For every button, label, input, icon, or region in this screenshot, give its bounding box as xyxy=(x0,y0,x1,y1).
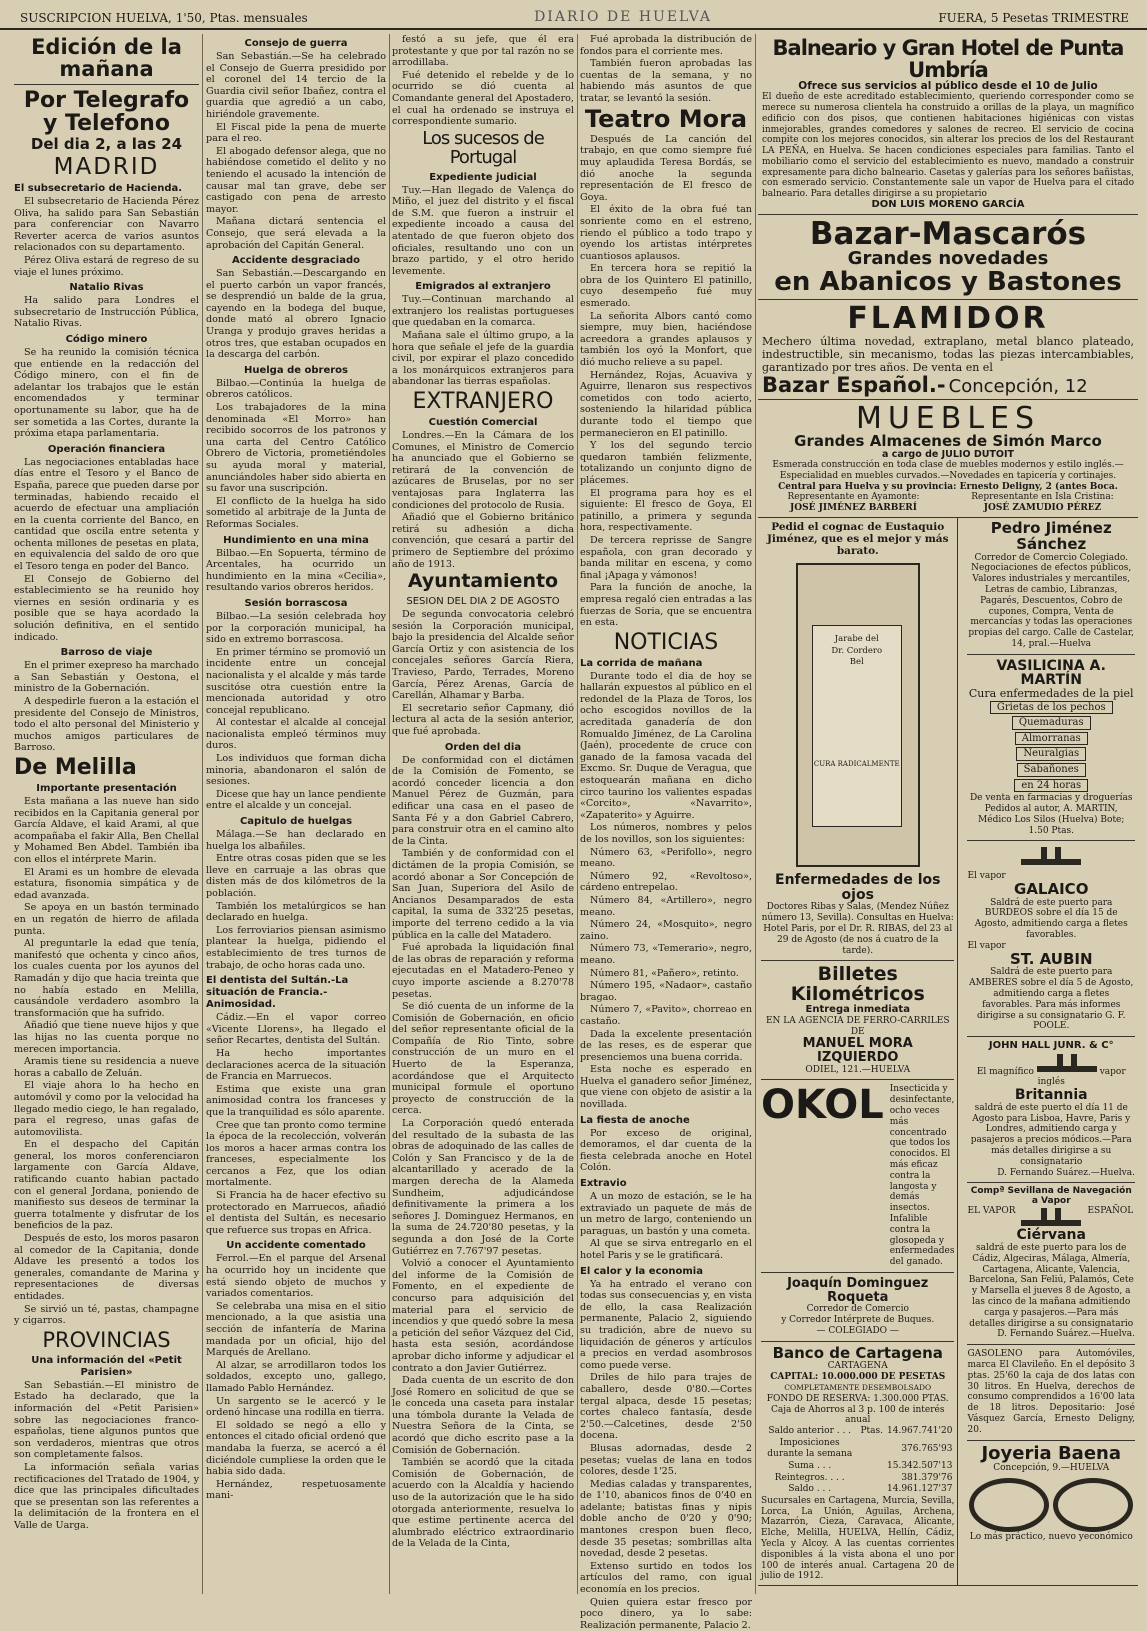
section-heading: Operación financiera xyxy=(47,443,166,455)
paragraph: Entre otras cosas piden que se les lleve en carruaje a las obras que disten más de dos kilómetros de la población. xyxy=(206,853,386,899)
paragraph: Número 195, «Nadaor», castaño bragao. xyxy=(580,980,752,1003)
paragraph: Londres.—En la Cámara de los Comunes, el Ministro de Comercio ha anunciado que el Gobierno se retirará de la convención de azúcares de Bruselas, por no ser ventajosas para Inglaterra las condiciones del protocolo de Rusia. xyxy=(392,430,574,511)
ad-banco-capital: CAPITAL: 10.000.000 DE PESETAS xyxy=(770,1372,946,1383)
ad-roqueta-line: — COLEGIADO — xyxy=(816,1325,899,1336)
ad-line: en Abanicos y Bastones xyxy=(774,267,1122,298)
ad-ojos-title: Enfermedades de los ojos xyxy=(775,872,941,903)
ad-aubin-pre: El vapor xyxy=(967,940,1006,951)
section-heading: Una información del «Petit Parisien» xyxy=(31,1354,182,1378)
paragraph: Número 73, «Temerario», negro, meano. xyxy=(580,943,752,966)
column-4 xyxy=(580,34,752,1631)
section-heading: Consejo de guerra xyxy=(244,38,348,49)
ad-sevillana-sig: D. Fernando Suárez.—Huelva. xyxy=(997,1329,1135,1340)
section-heading: Orden del dia xyxy=(444,741,522,753)
ship-icon xyxy=(1021,1206,1081,1228)
extranjero-heading: EXTRANJERO xyxy=(412,389,554,415)
bottle-label-line: Dr. Cordero xyxy=(831,645,883,656)
paragraph: Se apoya en un bastón terminado en un regatón de hierro de afilada punta. xyxy=(14,902,199,937)
ad-bazar-mascaros xyxy=(758,215,1138,301)
ad-ojos-body: Doctores Ribas y Salas, (Mendez Núñez número 13, Sevilla). Consultas en Huelva: Hotel Paris, por el Dr. R. RIBAS, del 23 al 29 de Agosto (de nos á cuatro de la tarde). xyxy=(761,902,954,956)
paragraph: San Sebastián.—Se ha celebrado el Consejo de Guerra presidido por el coronel del 14 tercio de la Guardia civil señor Ibañez, contra el guardia que agredió a un cabo, hiriéndole gravemente. xyxy=(206,51,386,120)
section-heading: La corrida de mañana xyxy=(580,657,703,669)
ad-rep-label: Representante en Isla Cristina: xyxy=(971,492,1114,503)
bank-table-cell: Saldo anterior . . . xyxy=(768,1426,852,1437)
section-heading: Un accidente comentado xyxy=(226,1240,366,1252)
ad-central: Central para Huelva y su provincia: Ernesto Deligny, 2 (antes Boca. xyxy=(778,481,1118,492)
paragraph: Fué detenido el rebelde y de lo ocurrido se dió cuenta al Comandante general del Apostadero, el cual ha ordenado se instruya el correspondiente sumario. xyxy=(392,69,574,128)
spectacles-illustration xyxy=(967,1478,1135,1532)
ad-vasilicina-sub: Cura enfermedades de la piel xyxy=(968,687,1134,701)
bottle-label-line: CURA RADICALMENTE xyxy=(813,759,900,768)
section-heading: Huelga de obreros xyxy=(243,364,348,376)
madrid-heading: MADRID xyxy=(53,154,160,181)
ad-joyeria-addr: Concepción, 9.—HUELVA xyxy=(993,1463,1110,1474)
paragraph: Número 81, «Pañero», retinto. xyxy=(590,967,739,979)
ad-vasilicina-item: Quemaduras xyxy=(1012,716,1091,730)
paragraph: Blusas adornadas, desde 2 pesetas; vuelas de lana en todos colores, desde 1'25. xyxy=(580,1442,752,1478)
bank-table-cell: Saldo . . . xyxy=(788,1484,832,1495)
paragraph: Se sirvió un té, pastas, champagne y cigarros. xyxy=(14,1303,199,1327)
paragraph: Se dió cuenta de un informe de la Comisión de Gobernación, en oficio del señor representante oficial de la Compañía de Rio Tinto, sobre construcción de un muro en el Huerto de la Esperanza, acordándose que el Arquitecto municipal formule el oportuno proyecto de construcción de la cerca. xyxy=(392,1001,574,1117)
paragraph: Número 63, «Perifollo», negro meano. xyxy=(580,846,752,870)
ad-okol-title: OKOL xyxy=(761,1082,884,1129)
ad-galaico-pre: El vapor xyxy=(967,871,1006,882)
paragraph: También y de conformidad con el dictámen de la propia Comisión, se acordó abonar a Sor Concepción de San Juan, Superiora del Asilo de Ancianos Desamparados de esta capital, la suma de 332'25 pesetas, importe del terreno cedido a la via pública en la calle del Matadero. xyxy=(392,848,574,941)
ad-vasilicina-list xyxy=(967,700,1135,794)
ad-cognac: Pedid el cognac de Eustaquio Jiménez, que es el mejor y más barato. xyxy=(766,521,949,558)
paragraph: El viaje ahora lo ha hecho en automóvil y como por la velocidad ha llegado medio ciego, le han regalado, para el regreso, unas gafas de automovilista. xyxy=(14,1080,199,1138)
ad-vasilicina-item: Almorranas xyxy=(1015,732,1088,746)
paragraph: De tercera reprisse de Sangre española, con gran decorado y banda militar en escena, y como final ¡Apaga y vámonos! xyxy=(580,534,752,581)
paragraph: Número 24, «Mosquito», negro zaino. xyxy=(580,919,752,942)
paragraph: La Corporación quedó enterada del resultado de la subasta de las obras de adoquinado de las calles de Colón y San Francisco y de la de alcantarillado y acerado de la margen derecha de la Alameda Sundheim, adjudicándose definitivamente la primera a los señores J. Dominguez Hermanos, en la suma de 24.720'80 pesetas, y la segunda a don José de la Corte Gutiérrez en 7.767'97 pesetas. xyxy=(392,1118,574,1257)
ad-vasilicina-item: Grietas de los pechos xyxy=(990,701,1113,715)
paragraph: Número 84, «Artillero», negro meano. xyxy=(580,894,752,918)
ad-vasilicina-body: De venta en farmacias y droguerías Pedidos al autor, A. MARTIN, Médico Los Silos (Huelva) Bote; 1.50 Ptas. xyxy=(969,793,1133,836)
paragraph: Pérez Oliva estará de regreso de su viaje el lunes próximo. xyxy=(14,255,199,278)
ad-rep-name: JOSÉ JIMÉNEZ BARBERÍ xyxy=(790,503,917,514)
paragraph: Los números, nombres y pelos de los novillos, son los siguientes: xyxy=(580,822,752,845)
paragraph: Fué aprobada la distribución de fondos para el corriente mes. xyxy=(580,34,752,57)
bank-table-cell xyxy=(858,1484,885,1496)
telegraph-heading: Por Telegrafo y Telefono xyxy=(23,88,190,137)
paragraph: Número 7, «Pavito», chorreao en castaño. xyxy=(580,1004,752,1027)
section-heading: Hundimiento en una mina xyxy=(223,534,369,546)
paragraph: Para la función de anoche, la empresa regaló cien entradas a las fuerzas de Soria, que se encuentra en esta. xyxy=(580,582,752,629)
teatro-heading: Teatro Mora xyxy=(584,104,748,133)
ad-sevillana-body: saldrá de este puerto para los de Cádiz, Algeciras, Málaga, Almería, Cartagena, Alicante, Valencia, Barcelona, San Feliú, Palamós, Cete y Marsella el jueves 8 de Agosto, a las cinco de la mañana admitiendo carga y pasajeros.—Para más detalles dirigirse a su consignatario xyxy=(968,1243,1134,1329)
ad-banco-body: Sucursales en Cartagena, Murcia, Sevilla, Lorca, La Unión, Aguilas, Archena, Mazarrón, Cieza, Caravaca, Alicante, Elche, Melilla, HUELVA, Hellín, Cádiz, Yecla y Alcoy. A las cuentas corrientes disponibles á la vista abona el uno por 100 de interés anual. Cartagena 20 de julio de 1912. xyxy=(761,1495,955,1582)
ad-billetes-addr: ODIEL, 121.—HUELVA xyxy=(805,1064,911,1075)
section-heading: Cuestión Comercial xyxy=(428,417,538,429)
paragraph: En tercera hora se repitió la obra de los Quintero El patinillo, cuyo desempeño fué muy esmerado. xyxy=(580,263,752,310)
ad-sevillana-name: Ciérvana xyxy=(1016,1227,1086,1244)
session-date: SESION DEL DIA 2 DE AGOSTO xyxy=(406,596,560,608)
subscription-outside: FUERA, 5 Pesetas TRIMESTRE xyxy=(938,11,1129,25)
ad-rep-name: JOSÉ ZAMUDIO PÉREZ xyxy=(983,503,1102,514)
bank-table-cell xyxy=(858,1438,885,1461)
ad-banco-sub: COMPLETAMENTE DESEMBOLSADO xyxy=(784,1383,932,1393)
paragraph: Al preguntarle la edad que tenía, manifestó que ochenta y cinco años, los cuales cuenta por los ayunos del Ramadán y dijo que hacia treinta que no había estado en Melilla, causándole verdadero asombro la transformación que ha sufrido. xyxy=(14,938,199,1019)
paragraph: San Sebastián.—El ministro de Estado ha declarado, que la información del «Petit Parisien» sobre las negociaciones franco-españolas, tiene algunos puntos que son verdaderos, mientras que otros son completamente falsos. xyxy=(14,1379,199,1461)
paragraph: El secretario señor Capmany, dió lectura al acta de la sesión anterior, que fué aprobada. xyxy=(392,702,574,738)
paragraph: Bilbao.—En Sopuerta, término de Arcentales, ha ocurrido un hundimiento en la mina «Cecilia», resultando varios obreros heridos. xyxy=(206,547,386,594)
section-heading: Extravio xyxy=(580,1178,627,1190)
ad-vasilicina-item: Sabañones xyxy=(1017,763,1086,777)
ad-rep-label: Representante en Ayamonte: xyxy=(787,492,920,503)
ad-shop: Bazar Español.- xyxy=(762,372,946,397)
paragraph: Durante todo el dia de hoy se hallarán expuestos al público en el redondel de la Plaza de Toros, los ocho escogidos novillos de la acreditada ganadería de don Romualdo Jiménez, de La Carolina (Jaén), procedente de cruce con ganado de la famosa vacada del Excmo. Sr. Duque de Veragua, que estoquearán mañana en dicho circo taurino los valientes espadas «Corcito», «Navarrito», «Zapaterito» y Aguirre. xyxy=(580,670,752,821)
ad-galaico-body: Saldrá de este puerto para BURDEOS sobre el día 15 de Agosto, admitiendo carga a fletes favorables. xyxy=(974,897,1128,940)
ad-gasoleno-body: GASOLENO para Automóviles, marca El Clavileño. En el depósito 3 ptas. 25'60 la caja de dos latas con 30 litros. En Huelva, derechos de consumo comprendidos a 16'00 lata de 18 litros. Depositario: José Vásquez García, Ernesto Deligny, 20. xyxy=(967,1349,1135,1435)
ad-hall-title: JOHN HALL JUNR. & C° xyxy=(988,1040,1114,1052)
paragraph: Después de esto, los moros pasaron al comedor de la Capitania, donde Aldave les presentó a todos los generales, comandante de Marina y representaciones de diversas entidades. xyxy=(14,1233,199,1302)
paragraph: En el despacho del Capitán general, los moros conferenciaron largamente con García Aldave, ratificando cuanto habian pactado con el general Jordana, poniendo de manifiesto sus deseos de terminar la guerra totalmente y disfrutar de los beneficios de la paz. xyxy=(14,1139,199,1232)
column-divider xyxy=(389,34,390,1594)
paragraph: Mañana sale el último grupo, a la hora que señale el jefe de la guardia civil, por expirar el plazo concedido a los monárquicos extranjeros para abandonar las tierras españolas. xyxy=(392,330,574,388)
ad-banco-caja: Caja de Ahorros al 3 p. 100 de interés anual xyxy=(771,1404,945,1426)
paragraph: Se ha reunido la comisión técnica que entiende en la redacción del Código minero, con el fin de adelantar los trabajos que le están encomendados y terminar oportunamente su labor, que ha de ser sometida a las Cortes, durante la próxima etapa parlamentaria. xyxy=(14,346,199,440)
paragraph: A un mozo de estación, se le ha extraviado un paquete de más de un metro de largo, conteniendo un paraguas, un bastón y una cometa. xyxy=(580,1191,752,1237)
paragraph: El subsecretario de Hacienda Pérez Oliva, ha salido para San Sebastián para conferenciar con Navarro Reverter acerca de varios asuntos relacionados con su departamento. xyxy=(14,196,199,254)
ayuntamiento-heading: Ayuntamiento xyxy=(407,570,559,593)
ad-vasilicina-item: en 24 horas xyxy=(1014,779,1088,793)
ad-flamidor xyxy=(758,300,1138,400)
paragraph: De conformidad con el dictámen de la Comisión de Fomento, se acordó conceder licencia a don Manuel Pérez de Guzmán, para edificar una casa en el paseo de Santa Fé y a don Gabriel Cabrero, para construir otra en el camino alto de la Cinta. xyxy=(392,754,574,847)
ad-pedro-title: Pedro Jiménez Sánchez xyxy=(990,519,1112,553)
ad-sevillana-post: ESPAÑOL xyxy=(1087,1206,1134,1217)
ad-balneario xyxy=(758,34,1138,215)
section-heading: Natalio Rivas xyxy=(69,282,144,294)
bank-table-cell: 14.961.127'37 xyxy=(887,1484,953,1495)
ad-owner: DON LUIS MORENO GARCÍA xyxy=(871,199,1025,211)
paragraph: Esta mañana a las nueve han sido recibidos en la Capitania general por García Aldave, el kaid Arami, al que acompañaba el fakir Alla, Ben Chellal y Mohamed Ben Abdel. También iba con ellos el intérprete Marin. xyxy=(14,796,199,866)
masthead xyxy=(0,0,1147,30)
column-divider xyxy=(202,34,203,1594)
bank-balance-table xyxy=(761,1426,954,1496)
noticias-heading: NOTICIAS xyxy=(613,629,719,655)
paragraph: En el primer exepreso ha marchado a San Sebastián y Oestona, el ministro de la Gobernación. xyxy=(14,660,199,695)
paragraph: Tuy.—Han llegado de Valença do Miño, el juez del distrito y el fiscal de S.M. que fueron a instruir el expediente incoado a causa del atentado de que fueron objeto dos oficiales, resultando uno con un brazo partido, y el otro herido levemente. xyxy=(392,184,574,277)
paragraph: Driles de hilo para trajes de caballero, desde 0'80.—Cortes tergal alpaca, desde 15 pesetas; cortes chaleco fantasía, desde 2'50.—Calcetines, desde 2'50 docena. xyxy=(580,1372,752,1442)
dateline: Del dia 2, a las 24 xyxy=(30,135,183,154)
subscription-local: SUSCRIPCION HUELVA, 1'50, Ptas. mensuales xyxy=(20,11,308,25)
paragraph: Las negociaciones entabladas hace días entre el Tesoro y el Banco de España, parece que pueden darse por terminadas, habiendo recaido el acuerdo de efectuar una ampliación en la cuenta corriente del Banco, en cantidad que oscila entre setenta y ochenta millones de pesetas en plata, en equivalencia del saldo de oro que el Tesoro tenga en poder del Banco. xyxy=(14,456,199,573)
paragraph: El programa para hoy es el siguiente: El fresco de Goya, El patinillo, a primera y segunda hora, respectivamente. xyxy=(580,487,752,534)
paragraph: El abogado defensor alega, que no habiéndose cometido el delito y no teniendo el acusado la intención de causar mal tan grave, debe ser castigado con pena de arresto mayor. xyxy=(206,145,386,215)
ad-okol-body: Insecticida y desinfectante, ocho veces más concentrado que todos los conocidos. El más eficaz contra la langosta y demás insectos. Infalible contra la glosopeda y enfermedades del ganado. xyxy=(889,1084,955,1268)
ad-hall-name: Britannia xyxy=(1014,1087,1088,1104)
paragraph: Aramis tiene su residencia a nueve horas a caballo de Zeluán. xyxy=(14,1056,199,1079)
bank-table-cell: Imposiciones durante la semana xyxy=(767,1437,853,1460)
bank-table-row xyxy=(761,1426,954,1438)
paragraph: Medias caladas y transparentes, de 1'10, abanicos finos de 0'40 en adelante; batistas finas y nipis doble ancho de 0'20 y 0'90; mantones crespon buen fleco, desde 35 pesetas; sombrillas alta novedad, desde 2 pesetas. xyxy=(580,1478,752,1560)
ad-billetes-name: MANUEL MORA IZQUIERDO xyxy=(802,1036,913,1066)
paragraph: Y los del segundo tercio quedaron también felizmente, totalizando un conjunto digno de plácemes. xyxy=(580,440,752,486)
ad-vasilicina-title: VASILICINA A. MARTÍN xyxy=(996,657,1106,689)
paragraph: Los individuos que forman dicha minoria, abandonaron el salón de sesiones. xyxy=(206,753,386,788)
paragraph: También los metalúrgicos se han declarado en huelga. xyxy=(206,900,386,924)
melilla-heading: De Melilla xyxy=(14,754,137,780)
paragraph: Ha salido para Londres el subsecretario de Instrucción Pública, Natalio Rivas. xyxy=(14,295,199,330)
paragraph: Añadió que tiene nueve hijos y que las hijas no las cuenta porque no merecen importancia. xyxy=(14,1020,199,1055)
paragraph: San Sebastián.—Descargando en el puerto carbón un vapor francés, se desprendió un balde de la grua, cayendo en la bodega del buque, donde mató al obrero Ignacio Uranga y produjo graves heridas a otros tres, que estaban ocupados en la descarga del carbón. xyxy=(206,268,386,361)
section-heading: Emigrados al extranjero xyxy=(415,281,551,293)
ad-aubin-title: ST. AUBIN xyxy=(1009,949,1093,968)
paragraph: Quien quiera estar fresco por poco dinero, ya lo sabe: Realización permanente, Palacio 2. xyxy=(580,1596,752,1631)
ad-joyeria-title: Joyeria Baena xyxy=(981,1442,1121,1464)
paragraph: Bilbao.—La sesión celebrada hoy por la corporación municipal, ha sido en extremo borrascosa. xyxy=(206,610,386,646)
section-heading: Expediente judicial xyxy=(429,171,537,183)
paragraph: Hernández, Rojas, Acuaviva y Aguirre, llenaron sus respectivos cometidos con todo acierto, sosteniendo la hilaridad pública durante todo el tiempo que permanecieron en El patinillo. xyxy=(580,369,752,439)
paragraph: Ferrol.—En el parque del Arsenal ha ocurrido hoy un incidente que está siendo objeto de muchos y variados comentarios. xyxy=(206,1253,386,1300)
ad-line: Grandes novedades xyxy=(847,248,1049,270)
paragraph: Cree que tan pronto como termine la época de la recolección, volverán los moros a hacer armas contra los franceses, especialmente los cercanos a Fez, que los odian mortalmente. xyxy=(206,1119,386,1189)
bank-table-cell: Ptas. xyxy=(860,1426,883,1437)
section-heading: Sesión borrascosa xyxy=(244,597,348,609)
paragraph: Ya ha entrado el verano con todas sus consecuencias y, en vista de ello, la casa Realización permanente, Palacio 2, siguiendo su tradición, abre de nuevo su liquidación de géneros y artículos a precios en verdad asombrosos como puede verse. xyxy=(580,1278,752,1371)
paragraph: Bilbao.—Continúa la huelga de obreros católicos. xyxy=(206,377,386,401)
paragraph: A despedirle fueron a la estación el presidente del Consejo de Ministros, todo el alto personal del Ministerio y muchos amigos particulares de Barroso. xyxy=(14,696,199,754)
paragraph: El soldado se negó a ello y entonces el citado oficial ordenó que mandaba la fuerza, se acercó a él diciéndole cumpliese la orden que le habia sido dada. xyxy=(206,1419,386,1478)
paragraph: Al que se sirva entregarlo en el hotel Paris y se le gratificará. xyxy=(580,1238,752,1261)
paragraph: Tuy.—Continuan marchando al extranjero los realistas portugueses que quedaban en la comarca. xyxy=(392,294,574,329)
column-2 xyxy=(206,34,386,1596)
bank-table-cell: 376.765'93 xyxy=(901,1443,953,1454)
ad-hall-body: saldrá de este puerto el día 11 de Agosto para Lisboa, Havre, Paris y Londres, admitiendo carga y pasajeros a precios módicos.—Para más detalles dirigirse a su consignatario xyxy=(970,1102,1132,1167)
paragraph: La señorita Albors cantó como siempre, muy bien, haciéndose acreedora a grandes aplausos y también los oyó la Monfort, que dió mucho relieve a su papel. xyxy=(580,310,752,369)
paragraph: El Fiscal pide la pena de muerte para el reo. xyxy=(206,121,386,145)
ad-banco-fondo: FONDO DE RESERVA: 1.300.000 PTAS. xyxy=(766,1393,949,1404)
paragraph: Volvió a conocer el Ayuntamiento del informe de la Comisión de Fomento, en el expediente de concurso para adquisición del material para el servicio de incendios y que quedó sobre la mesa a petición del señor Vázquez del Cid, hasta esta sesión, acordándose aprobar dicho informe y adjudicar el contrato a don Javier Gutiérrez. xyxy=(392,1258,574,1374)
paragraph: Los trabajadores de la mina denominada «El Morro» han recibido socorros de los patronos y una carta del Centro Católico Obrero de Victoria, prometiéndoles su ayuda moral y material, anunciándoles haber sido abierta en su favor una suscripción. xyxy=(206,402,386,495)
ad-title: Balneario y Gran Hotel de Punta Umbría xyxy=(772,36,1124,83)
paragraph: Fué aprobada la liquidación final de las obras de reparación y reforma ejecutadas en el Matadero-Peneo y cuyo importe asciende a 8.270'78 pesetas. xyxy=(392,942,574,1000)
paragraph: Añadió que el Gobierno británico retirá su adhesión a dicha convención, que cesará a partir del primero de Septiembre del próximo año de 1913. xyxy=(392,512,574,570)
paragraph: festó a su jefe, que él era protestante y que por tal razón no se arrodillaba. xyxy=(392,34,574,69)
section-heading: La fiesta de anoche xyxy=(580,1114,690,1126)
paragraph: La información señala varias rectificaciones del Tratado de 1904, y dice que las principales dificultades que se presentan son las referentes a la delimitación de la frontera en el Valle de Uarga. xyxy=(14,1461,199,1531)
ad-banco-title: Banco de Cartagena xyxy=(772,1343,943,1362)
ad-banco-city: CARTAGENA xyxy=(827,1361,888,1372)
bank-table-row xyxy=(761,1438,954,1461)
paragraph: Se celebraba una misa en el sitio mencionado, a la que asistia una sección de infantería de Marina mandada por un oficial, hijo del Marqués de Arellano. xyxy=(206,1300,386,1359)
portugal-heading: Los sucesos de Portugal xyxy=(422,127,544,168)
section-heading: El subsecretario de Hacienda. xyxy=(14,183,183,195)
bank-table-cell: Suma . . . xyxy=(788,1461,832,1471)
bank-table-cell xyxy=(858,1461,885,1473)
paragraph: Número 92, «Revoltoso», cárdeno entrepelao. xyxy=(580,870,752,894)
provincias-heading: PROVINCIAS xyxy=(42,1327,171,1352)
paragraph: Hernández, respetuosamente mani- xyxy=(206,1478,386,1502)
ad-title: Bazar-Mascarós xyxy=(809,215,1087,252)
section-heading: Barroso de viaje xyxy=(60,647,153,659)
section-heading: El dentista del Sultán.-La situación de Francia.-Animosidad. xyxy=(206,975,349,1011)
paragraph: Dada la excelente presentación de las reses, es de esperar que presenciemos una buena corrida. xyxy=(580,1028,752,1063)
section-heading: Accidente desgraciado xyxy=(232,255,360,267)
bank-table-cell: 381.379'76 xyxy=(901,1472,953,1483)
paragraph: Al alzar, se arrodillaron todos los soldados, excepto uno, gallego, llamado Pablo Hernández. xyxy=(206,1359,386,1394)
edition-heading: Edición de la mañana xyxy=(31,35,182,82)
column-1 xyxy=(14,34,199,1596)
section-heading: Capitulo de huelgas xyxy=(239,816,353,828)
ad-title: MUEBLES xyxy=(855,400,1041,436)
paragraph: Dicese que hay un lance pendiente entre el alcalde y un concejal. xyxy=(206,788,386,812)
paragraph: También fueron aprobadas las cuentas de la semana, y no habiendo más asuntos de que tratar, se levantó la sesión. xyxy=(580,58,752,104)
ad-title: FLAMIDOR xyxy=(847,301,1049,337)
syrup-bottle-illustration xyxy=(796,563,920,867)
ad-joyeria-foot: Lo más práctico, nuevo yeconómico xyxy=(969,1532,1133,1543)
ad-hall-post: vapor inglés xyxy=(1037,1066,1126,1088)
ad-sevillana-pre: EL VAPOR xyxy=(967,1206,1016,1217)
bank-table-row xyxy=(761,1461,954,1473)
bank-table-row xyxy=(761,1473,954,1485)
ad-roqueta-line: y Corredor Intérprete de Buques. xyxy=(781,1315,935,1326)
paragraph: Extenso surtido en todos los artículos del ramo, con igual economía en los precios. xyxy=(580,1560,752,1596)
bottle-label-line: Jarabe del xyxy=(834,634,879,645)
ad-hall-pre: El magnífico xyxy=(976,1066,1034,1077)
paragraph: El Consejo de Gobierno del establecimiento se ha reunido hoy viernes en sesión ordinaria y es posible que se haya acordado la solución definitiva, en el sentido indicado. xyxy=(14,573,199,643)
section-heading: El calor y la economia xyxy=(580,1265,703,1277)
column-3 xyxy=(392,34,574,1596)
ad-billetes-sub: Entrega inmediata xyxy=(805,1004,910,1016)
column-divider xyxy=(755,34,756,1594)
paragraph: Cádiz.—En el vapor correo «Vicente Llorens», ha llegado el señor Recartes, dentista del Sultán. xyxy=(206,1012,386,1047)
bank-table-cell xyxy=(858,1473,885,1485)
ad-roqueta-line: Corredor de Comercio xyxy=(806,1304,909,1315)
bank-table-cell: 14.967.741'20 xyxy=(887,1426,953,1437)
paragraph: El conflicto de la huelga ha sido sometido al arbitraje de la Junta de Reformas Sociales. xyxy=(206,495,386,530)
ad-hall-sig: D. Fernando Suárez.—Huelva. xyxy=(997,1167,1135,1178)
paragraph: Mañana dictará sentencia el Consejo, que será elevada a la aprobación del Capitán General. xyxy=(206,216,386,251)
ad-roqueta-title: Joaquín Dominguez Roqueta xyxy=(787,1276,929,1305)
ad-vasilicina-item: Neuralgias xyxy=(1016,747,1086,761)
ad-line: Grandes Almacenes de Simón Marco xyxy=(794,432,1102,451)
ship-icon xyxy=(1021,845,1081,867)
ad-address: Concepción, 12 xyxy=(948,375,1088,397)
ad-line: a cargo de JULIO DUTOIT xyxy=(881,449,1015,461)
ad-body: Esmerada construcción en toda clase de muebles modernos y estilo inglés.—Especialidad en muebles curvados.—Novedades en tapicería y cortinajes. xyxy=(772,460,1124,481)
ad-body: El dueño de este acreditado establecimiento, queriendo corresponder como se merece su numerosa clientela ha construido a orillas de la playa, un magnífico edificio con dos pisos, que contienen habitaciones higiénicas con vistas inmejorables, grandes comedores y salones de recreo. El servicio de cocina compite con los mejores conocidos, sin alterar los precios de los del Restaurant LA PEÑA, en Huelva. Se hacen condiciones especiales para familias. Tanto el mobiliario como el servicio del establecimiento es nuevo, mandado a construir expresamente para dicho balneario. Casetas y galerías para los señores bañistas, con esmerado servicio. Constantemente sale un vapor de Huelva para el citado balneario. Para detalles dirigirse a su propietario xyxy=(762,92,1134,200)
ad-billetes-title: Billetes Kilométricos xyxy=(790,963,925,1006)
ad-muebles xyxy=(758,400,1138,518)
column-divider xyxy=(577,34,578,1594)
paragraph: De segunda convocatoria celebró sesión la Corporación municipal, bajo la presidencia del Alcalde señor García Ortiz y con asistencia de los concejales señores García Riera, Travieso, Pardo, Terrades, Moreno García, Pérez Arenas, García de Carellán, Alhamar y Barba. xyxy=(392,609,574,702)
paragraph: Ha hecho importantes declaraciones acerca de la situación de Francia en Marruecos. xyxy=(206,1047,386,1083)
ad-body: Mechero última novedad, extraplano, metal blanco plateado, indestructible, sin mecanismo, todas las piezas intercambiables, garantizado por tres años. De venta en el xyxy=(762,334,1134,374)
paragraph: Después de La canción del trabajo, en que como siempre fué muy aplaudida Teresa Bordás, se dió anoche la segunda representación de El fresco de Goya. xyxy=(580,133,752,203)
paragraph: En primer término se promovió un incidente entre un concejal nacionalista y el alcalde y más tarde suscitóse otra cuestión entre la mencionada autoridad y otro concejal republicano. xyxy=(206,646,386,716)
paragraph: También se acordó que la citada Comisión de Gobernación, de acuerdo con la Alcaldía y haciendo uso de la autorización que le ha sido otorgada anteriormente, resuelva lo que estime pertinente acerca del alumbrado eléctrico extraordinario de la Velada de la Cinta, xyxy=(392,1457,574,1550)
paragraph: Dada cuenta de un escrito de don José Romero en solicitud de que se le conceda una caseta para instalar una tómbola durante la Velada de Nuestra Señora de la Cinta, se acordó que dicho escrito pase a la Comisión de Gobernación. xyxy=(392,1375,574,1456)
paragraph: Si Francia ha de hacer efectivo su protectorado en Marruecos, añadió el dentista del Sultán, es necesario que refuerce sus tropas en Africa. xyxy=(206,1190,386,1236)
ad-sevillana-title: Compª Sevillana de Navegación a Vapor xyxy=(970,1186,1132,1206)
paragraph: Esta noche es esperado en Huelva el ganadero señor Jiménez, que viene con objeto de asistir a la novillada. xyxy=(580,1064,752,1111)
paragraph: Al contestar el alcalde al concejal nacionalista empleó términos muy duros. xyxy=(206,717,386,752)
paragraph: El éxito de la obra fué tan sonriente como en el estreno, riendo el público a todo trapo y oyendo los artistas intérpretes cuantiosos aplausos. xyxy=(580,204,752,262)
bank-table-cell: 15.342.507'13 xyxy=(887,1461,953,1471)
newspaper-title: DIARIO DE HUELVA xyxy=(534,9,712,25)
paragraph: Málaga.—Se han declarado en huelga los albañiles. xyxy=(206,829,386,852)
ad-subtitle: Ofrece sus servicios al público desde el 10 de Julio xyxy=(798,80,1098,93)
paragraph: Por exceso de original, demoramos, el dar cuenta de la fiesta celebrada anoche en Hotel Colón. xyxy=(580,1127,752,1174)
paragraph: Estima que existe una gran animosidad contra los franceses y que la tranquilidad es sólo aparente. xyxy=(206,1083,386,1118)
section-heading: Importante presentación xyxy=(36,783,177,795)
section-heading: Código minero xyxy=(65,333,148,345)
bottle-label-line: Bel xyxy=(849,657,864,668)
ad-billetes-body: EN LA AGENCIA DE FERRO-CARRILES DE xyxy=(765,1015,950,1037)
bank-table-row xyxy=(761,1484,954,1496)
ad-aubin-body: Saldrá de este puerto para AMBERES sobre el día 5 de Agosto, admitiendo carga a fletes favorables. Para más informes dirigirse a su consignatario G. F. POOLE. xyxy=(969,967,1134,1032)
ad-galaico-title: GALAICO xyxy=(1014,879,1089,898)
paragraph: Los ferroviarios piensan asimismo plantear la huelga, pidiendo el establecimiento de tres turnos de trabajo, de ocho horas cada uno. xyxy=(206,924,386,971)
paragraph: El Arami es un hombre de elevada estatura, fisonomia simpática y de edad avanzada. xyxy=(14,866,199,901)
bank-table-cell: Reintegros. . . . xyxy=(774,1472,845,1483)
advertisements-column xyxy=(758,34,1138,1596)
ship-icon xyxy=(1037,1052,1097,1074)
paragraph: Un sargento se le acercó y le ordenó hincase una rodilla en tierra. xyxy=(206,1395,386,1419)
ad-pedro-body: Corredor de Comercio Colegiado. Negociaciones de efectos públicos, Valores industriales y mercantiles, Letras de cambio, Libranzas, Pagarés, Descuentos, Cobro de cupones, Compra, Venta de mercancías y todas las operaciones propias del cargo. Calle de Castelar, 14, pral.—Huelva xyxy=(968,552,1135,649)
